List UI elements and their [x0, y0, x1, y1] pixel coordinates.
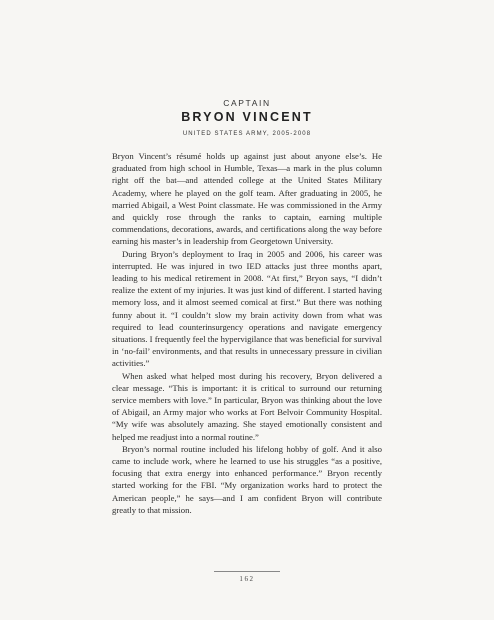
paragraph-3: When asked what helped most during his recovery, Bryon delivered a clear message. “This is important: it is critical to surround our returning service members with love.” In particular, Bryon was thinking about the love of Abigail, an Army major who works at Fort Belvoir Community Hospital. “My wife was absolutely amazing. She stayed emotionally consistent and helped me readjust into a normal routine.”	[112, 370, 382, 442]
page-number: 162	[239, 575, 255, 583]
person-name-heading: BRYON VINCENT	[181, 110, 313, 124]
service-subheading: UNITED STATES ARMY, 2005-2008	[182, 131, 312, 137]
paragraph-1: Bryon Vincent’s résumé holds up against just about anyone else’s. He graduated from high school in Humble, Texas—a mark in the plus column right off the bat—and attended college at the United States Military Academy, where he played on the golf team. After graduating in 2005, he married Abigail, a West Point classmate. He was commissioned in the Army and quickly rose through the ranks to captain, earning multiple commendations, decorations, awards, and certifications along the way before earning his master’s in leadership from Georgetown University.	[112, 151, 382, 247]
paragraph-2: During Bryon’s deployment to Iraq in 2005 and 2006, his career was interrupted. He was injured in two IED attacks just three months apart, leading to his medical retirement in 2008. “At first,” Bryon says, “I didn’t realize the extent of my injuries. It was just kind of different. I started having memory loss, and it almost seemed comical at first.” But there was nothing funny about it. “I couldn’t slow my brain activity down from what was required to lead counterinsurgency operations and navigate emergency situations. I frequently feel the hypervigilance that was beneficial for survival in ‘no-fail’ environments, and that results in unnecessary pressure in civilian activities.”	[112, 248, 382, 369]
body-text	[112, 150, 382, 516]
footer-rule	[214, 571, 280, 572]
paragraph-4: Bryon’s normal routine included his lifelong hobby of golf. And it also came to include work, where he learned to use his struggles “as a positive, focusing that extra energy into enhanced performance.” Bryon recently started working for the FBI. “My organization works hard to protect the American people,” he says—and I am confident Bryon will contribute greatly to that mission.	[112, 443, 382, 515]
rank-heading: CAPTAIN	[223, 98, 271, 108]
